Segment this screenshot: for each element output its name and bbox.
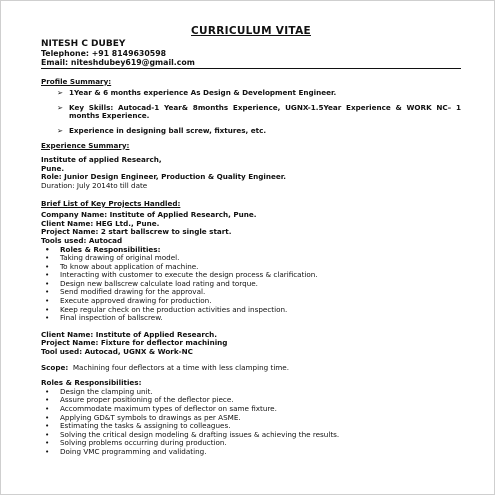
- list-item: • Applying GD&T symbols to drawings as per ASME.: [45, 412, 241, 422]
- list-item: • To know about application of machine.: [45, 261, 199, 271]
- list-item: • Design new ballscrew calculate load rating and torque.: [45, 278, 258, 288]
- experience-city: Pune.: [41, 163, 65, 173]
- document-title: CURRICULUM VITAE: [191, 25, 311, 37]
- list-item: • Final inspection of ballscrew.: [45, 313, 163, 323]
- bullet-icon: •: [45, 287, 50, 297]
- list-item: • Keep regular check on the production activities and inspection.: [45, 304, 288, 314]
- bullet-icon: •: [45, 386, 50, 396]
- project2-client: Client Name: Institute of Applied Research.: [41, 329, 218, 339]
- profile-heading: Profile Summary:: [41, 76, 112, 86]
- bullet-icon: •: [45, 253, 50, 263]
- bullet-icon: •: [45, 270, 50, 280]
- bullet-icon: •: [45, 313, 50, 323]
- list-item: • Doing VMC programming and validating.: [45, 446, 207, 456]
- experience-role: Role: Junior Design Engineer, Production & Quality Engineer.: [41, 172, 286, 182]
- profile-item: ➢ 1Year & 6 months experience As Design & Development Engineer.: [57, 88, 337, 98]
- project2-name: Project Name: Fixture for deflector machining: [41, 338, 228, 348]
- bullet-icon: •: [45, 429, 50, 439]
- bullet-icon: •: [45, 421, 50, 431]
- profile-list: [41, 89, 461, 135]
- project2-scope: [41, 364, 461, 373]
- list-item: • Execute approved drawing for production.: [45, 296, 212, 306]
- scope-label: Scope:: [41, 362, 69, 372]
- profile-item: ➢ Experience in designing ball screw, fixtures, etc.: [57, 125, 267, 135]
- bullet-icon: •: [45, 296, 50, 306]
- arrow-bullet-icon: ➢: [57, 88, 64, 98]
- list-item: • Interacting with customer to execute the design process & clarification.: [45, 270, 318, 280]
- list-item: • Solving the critical design modeling & drafting issues & achieving the results.: [45, 429, 340, 439]
- project2-roles-heading: Roles & Responsibilities:: [41, 378, 142, 388]
- experience-heading: Experience Summary:: [41, 140, 130, 150]
- list-item: • Accommodate maximum types of deflector on same fixture.: [45, 404, 277, 413]
- profile-item: ➢ Key Skills: Autocad-1 Year& 8months Experience, UGNX-1.5Year Experience & WORK NC– 1 months Experience.: [57, 102, 461, 121]
- list-item: • Taking drawing of original model.: [45, 253, 180, 263]
- experience-company: Institute of applied Research,: [41, 155, 162, 165]
- list-item: • Solving problems occurring during production.: [45, 438, 227, 448]
- arrow-bullet-icon: ➢: [57, 125, 64, 135]
- bullet-icon: •: [45, 244, 50, 254]
- candidate-name: NITESH C DUBEY: [41, 38, 126, 49]
- resume-content: [41, 27, 461, 457]
- bullet-icon: •: [45, 261, 50, 271]
- bullet-icon: •: [45, 438, 50, 448]
- email: Email: niteshdubey619@gmail.com: [41, 58, 461, 69]
- arrow-bullet-icon: ➢: [57, 102, 64, 112]
- project1-roles: [41, 254, 461, 323]
- project1-name: Project Name: 2 start ballscrew to single start.: [41, 227, 232, 237]
- bullet-icon: •: [45, 278, 50, 288]
- bullet-icon: •: [45, 395, 50, 405]
- telephone: Telephone: +91 8149630598: [41, 48, 167, 58]
- project1-tools: Tools used: Autocad: [41, 235, 123, 245]
- list-item: • Assure proper positioning of the deflector piece.: [45, 395, 234, 405]
- bullet-icon: •: [45, 412, 50, 422]
- project2-tools: Tool used: Autocad, UGNX & Work-NC: [41, 347, 193, 357]
- bullet-icon: •: [45, 446, 50, 456]
- project1-roles-heading: • Roles & Responsibilities:: [45, 244, 161, 254]
- scope-text: Machining four deflectors at a time with less clamping time.: [72, 362, 290, 372]
- list-item: • Send modified drawing for the approval.: [45, 287, 206, 297]
- list-item: • Design the clamping unit.: [45, 386, 153, 396]
- project1-client: Client Name: HEG Ltd., Pune.: [41, 218, 160, 228]
- experience-duration: Duration: July 2014to till date: [41, 180, 148, 190]
- project1-company: Company Name: Institute of Applied Research, Pune.: [41, 210, 257, 220]
- bullet-icon: •: [45, 304, 50, 314]
- bullet-icon: •: [45, 404, 50, 413]
- project2-roles: [41, 388, 461, 457]
- list-item: • Estimating the tasks & assigning to colleagues.: [45, 421, 231, 431]
- projects-heading: Brief List of Key Projects Handled:: [41, 198, 181, 208]
